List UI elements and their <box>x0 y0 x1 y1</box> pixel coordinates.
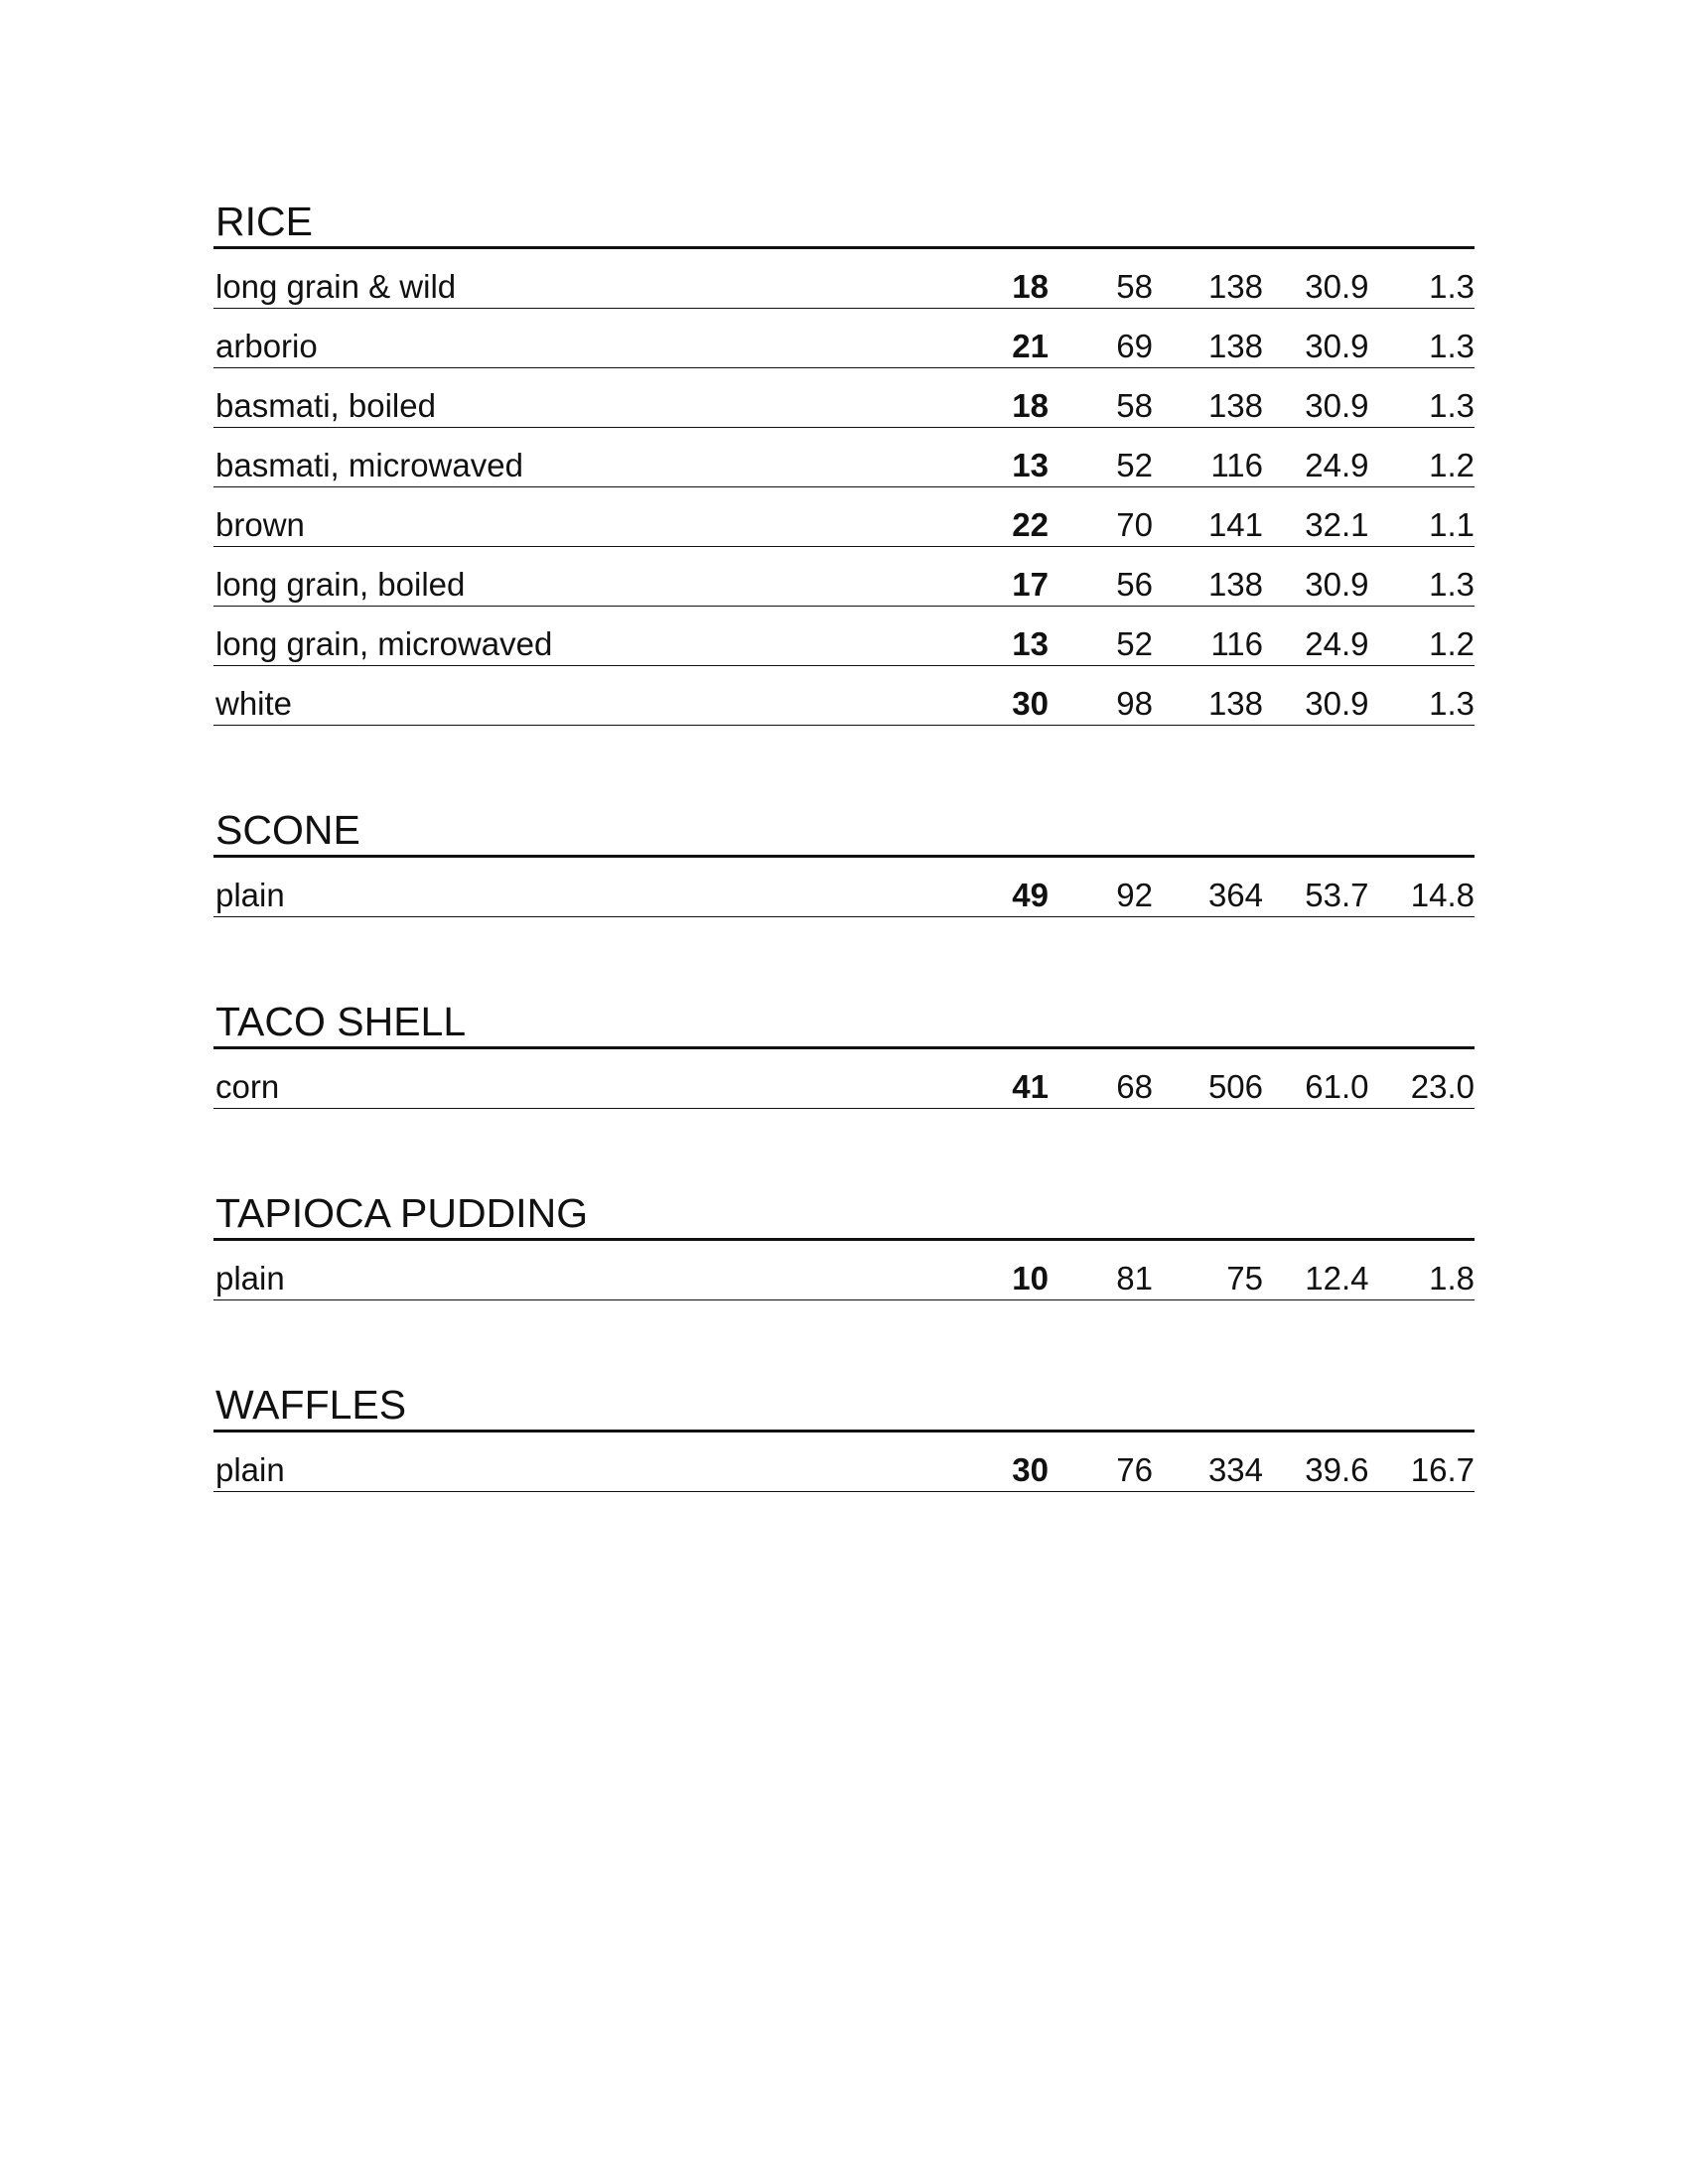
value-cell: 16.7 <box>1410 1451 1475 1488</box>
value-cell: 506 <box>1207 1068 1263 1105</box>
section-scone <box>213 805 1475 917</box>
food-name-cell: plain <box>215 1260 285 1297</box>
value-cell: 32.1 <box>1305 506 1369 543</box>
value-cell: 30.9 <box>1305 268 1369 305</box>
value-cell: 1.3 <box>1429 566 1475 603</box>
table-row <box>213 368 1475 428</box>
bold-value-cell: 30 <box>1012 1451 1049 1488</box>
value-cell: 141 <box>1207 506 1263 543</box>
value-cell: 116 <box>1210 447 1263 483</box>
food-name-cell: basmati, boiled <box>215 387 436 424</box>
value-cell: 52 <box>1116 625 1153 662</box>
section-title: SCONE <box>213 805 1475 858</box>
food-name-cell: plain <box>215 877 285 913</box>
section-title: RICE <box>213 197 1475 249</box>
value-cell: 30.9 <box>1305 328 1369 364</box>
value-cell: 138 <box>1207 328 1263 364</box>
value-cell: 69 <box>1116 328 1153 364</box>
value-cell: 39.6 <box>1305 1451 1369 1488</box>
bold-value-cell: 49 <box>1012 877 1049 913</box>
value-cell: 138 <box>1207 387 1263 424</box>
food-name-cell: long grain, microwaved <box>215 625 553 662</box>
value-cell: 61.0 <box>1305 1068 1369 1105</box>
section-tapioca-pudding <box>213 1188 1475 1300</box>
section-taco-shell <box>213 997 1475 1109</box>
value-cell: 138 <box>1207 685 1263 722</box>
value-cell: 24.9 <box>1305 625 1369 662</box>
bold-value-cell: 18 <box>1012 387 1049 424</box>
food-name-cell: long grain & wild <box>215 268 457 305</box>
section-title: TAPIOCA PUDDING <box>213 1188 1475 1241</box>
value-cell: 52 <box>1116 447 1153 483</box>
value-cell: 116 <box>1210 625 1263 662</box>
value-cell: 92 <box>1116 877 1153 913</box>
value-cell: 138 <box>1207 566 1263 603</box>
table-row <box>213 487 1475 547</box>
value-cell: 1.8 <box>1429 1260 1475 1297</box>
section-title: TACO SHELL <box>213 997 1475 1049</box>
food-name-cell: plain <box>215 1451 285 1488</box>
section-title: WAFFLES <box>213 1380 1475 1433</box>
value-cell: 364 <box>1207 877 1263 913</box>
value-cell: 1.3 <box>1429 268 1475 305</box>
section-waffles <box>213 1380 1475 1492</box>
value-cell: 70 <box>1116 506 1153 543</box>
value-cell: 12.4 <box>1305 1260 1369 1297</box>
bold-value-cell: 10 <box>1012 1260 1049 1297</box>
food-name-cell: long grain, boiled <box>215 566 466 603</box>
value-cell: 1.3 <box>1429 685 1475 722</box>
bold-value-cell: 30 <box>1012 685 1049 722</box>
value-cell: 68 <box>1116 1068 1153 1105</box>
bold-value-cell: 17 <box>1012 566 1049 603</box>
value-cell: 1.3 <box>1429 328 1475 364</box>
value-cell: 58 <box>1116 387 1153 424</box>
value-cell: 98 <box>1116 685 1153 722</box>
value-cell: 1.1 <box>1429 506 1475 543</box>
table-row <box>213 666 1475 726</box>
food-name-cell: white <box>215 685 293 722</box>
value-cell: 75 <box>1226 1260 1263 1297</box>
value-cell: 1.2 <box>1429 447 1475 483</box>
table-row <box>213 1049 1475 1109</box>
value-cell: 58 <box>1116 268 1153 305</box>
food-table-document <box>213 197 1475 1571</box>
value-cell: 30.9 <box>1305 566 1369 603</box>
table-row <box>213 547 1475 607</box>
value-cell: 14.8 <box>1410 877 1475 913</box>
value-cell: 1.2 <box>1429 625 1475 662</box>
value-cell: 334 <box>1207 1451 1263 1488</box>
bold-value-cell: 18 <box>1012 268 1049 305</box>
bold-value-cell: 13 <box>1012 447 1049 483</box>
value-cell: 23.0 <box>1410 1068 1475 1105</box>
food-name-cell: corn <box>215 1068 280 1105</box>
value-cell: 81 <box>1116 1260 1153 1297</box>
value-cell: 53.7 <box>1305 877 1369 913</box>
table-row <box>213 1241 1475 1300</box>
table-row <box>213 858 1475 917</box>
table-row <box>213 607 1475 666</box>
table-row <box>213 249 1475 309</box>
value-cell: 56 <box>1116 566 1153 603</box>
food-name-cell: basmati, microwaved <box>215 447 523 483</box>
table-row <box>213 309 1475 368</box>
value-cell: 30.9 <box>1305 387 1369 424</box>
section-rice <box>213 197 1475 726</box>
food-name-cell: brown <box>215 506 305 543</box>
value-cell: 24.9 <box>1305 447 1369 483</box>
table-row <box>213 1433 1475 1492</box>
bold-value-cell: 21 <box>1012 328 1049 364</box>
bold-value-cell: 13 <box>1012 625 1049 662</box>
value-cell: 30.9 <box>1305 685 1369 722</box>
food-name-cell: arborio <box>215 328 318 364</box>
bold-value-cell: 22 <box>1012 506 1049 543</box>
value-cell: 138 <box>1207 268 1263 305</box>
table-row <box>213 428 1475 487</box>
bold-value-cell: 41 <box>1012 1068 1049 1105</box>
value-cell: 1.3 <box>1429 387 1475 424</box>
value-cell: 76 <box>1116 1451 1153 1488</box>
